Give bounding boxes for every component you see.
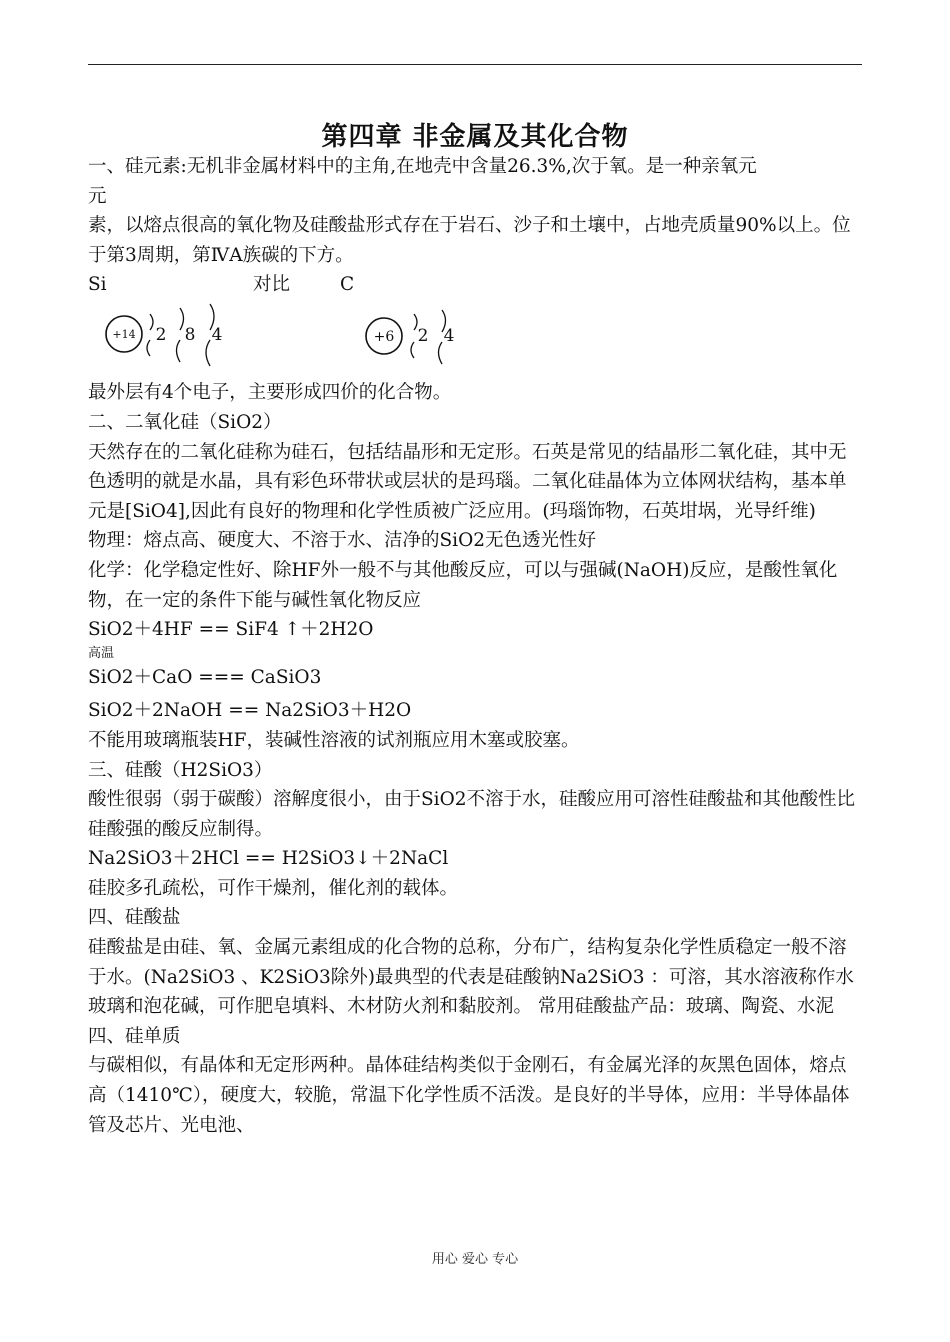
atom-structure-diagram xyxy=(88,270,862,378)
header-rule xyxy=(88,64,862,65)
si-shell-2: 8 xyxy=(184,325,196,346)
text-paragraph: 不能用玻璃瓶装HF，装碱性溶液的试剂瓶应用木塞或胶塞。 xyxy=(88,729,580,751)
equation-1: SiO2＋4HF == SiF4 ↑＋2H2O xyxy=(88,619,374,641)
si-shell-3: 4 xyxy=(211,325,223,346)
compare-label: 对比 xyxy=(253,274,291,296)
atom-diagram-svg xyxy=(88,270,862,378)
section-heading-sio2: 二、二氧化硅（SiO2） xyxy=(88,411,282,433)
si-label: Si xyxy=(88,274,107,296)
text-paragraph: 素，以熔点很高的氧化物及硅酸盐形式存在于岩石、沙子和土壤中，占地壳质量90%以上。位于第3周期，第ⅣA族碳的下方。 xyxy=(88,215,851,266)
c-label: C xyxy=(340,274,355,296)
text-paragraph: 最外层有4个电子，主要形成四价的化合物。 xyxy=(88,382,452,404)
equation-2: SiO2＋CaO === CaSiO3 xyxy=(88,666,322,688)
text-paragraph: 酸性很弱（弱于碳酸）溶解度很小，由于SiO2不溶于水，硅酸应用可溶性硅酸盐和其他酸性比硅酸强的酸反应制得。 xyxy=(88,789,856,840)
section-heading-silicic-acid: 三、硅酸（H2SiO3） xyxy=(88,759,273,781)
page-footer: 用心 爱心 专心 xyxy=(431,1252,519,1267)
section-heading-silicate: 四、硅酸盐 xyxy=(88,907,181,929)
c-shell-2: 4 xyxy=(443,326,455,347)
si-atom-diagram xyxy=(106,304,222,366)
text-paragraph: 硅胶多孔疏松，可作干燥剂，催化剂的载体。 xyxy=(88,877,459,899)
c-atom-diagram xyxy=(366,310,454,364)
page-title: 第四章 非金属及其化合物 xyxy=(321,122,629,152)
text-paragraph: 物理：熔点高、硬度大、不溶于水、洁净的SiO2无色透光性好 xyxy=(88,530,597,552)
reaction-condition-label: 高温 xyxy=(88,645,115,661)
si-nucleus-charge: +14 xyxy=(112,328,136,342)
equation-4: Na2SiO3＋2HCl == H2SiO3↓＋2NaCl xyxy=(88,848,449,870)
text-paragraph: 硅酸盐是由硅、氧、金属元素组成的化合物的总称，分布广，结构复杂化学性质稳定一般不溶于水。(Na2SiO3 、K2SiO3除外)最典型的代表是硅酸钠Na2SiO3 ：可溶，其水溶液称作水玻璃和泡花碱，可作肥皂填料、木材防火剂和黏胶剂。 常用硅酸盐产品：玻璃、陶瓷、水泥 xyxy=(88,937,854,1018)
text-paragraph: 与碳相似，有晶体和无定形两种。晶体硅结构类似于金刚石，有金属光泽的灰黑色固体，熔点高（1410℃），硬度大，较脆，常温下化学性质不活泼。是良好的半导体，应用：半导体晶体管及芯片、光电池、 xyxy=(88,1055,850,1136)
c-shell-1: 2 xyxy=(417,326,429,347)
text-line: 元 xyxy=(88,185,107,207)
text-line: 一、硅元素:无机非金属材料中的主角,在地壳中含量26.3%,次于氧。是一种亲氧元 xyxy=(88,156,757,177)
document-body xyxy=(88,152,862,1140)
text-paragraph: 天然存在的二氧化硅称为硅石，包括结晶形和无定形。石英是常见的结晶形二氧化硅，其中无色透明的就是水晶，具有彩色环带状或层状的是玛瑙。二氧化硅晶体为立体网状结构，基本单元是[SiO4],因此有良好的物理和化学性质被广泛应用。(玛瑙饰物，石英坩埚，光导纤维) xyxy=(88,441,847,522)
section-silicon-intro xyxy=(88,152,862,182)
c-nucleus-charge: +6 xyxy=(373,329,395,346)
equation-3: SiO2＋2NaOH == Na2SiO3＋H2O xyxy=(88,700,412,722)
si-shell-1: 2 xyxy=(155,325,167,346)
section-heading-silicon-element: 四、硅单质 xyxy=(88,1025,181,1047)
text-paragraph: 化学：化学稳定性好、除HF外一般不与其他酸反应，可以与强碱(NaOH)反应，是酸性氧化物，在一定的条件下能与碱性氧化物反应 xyxy=(88,559,838,611)
